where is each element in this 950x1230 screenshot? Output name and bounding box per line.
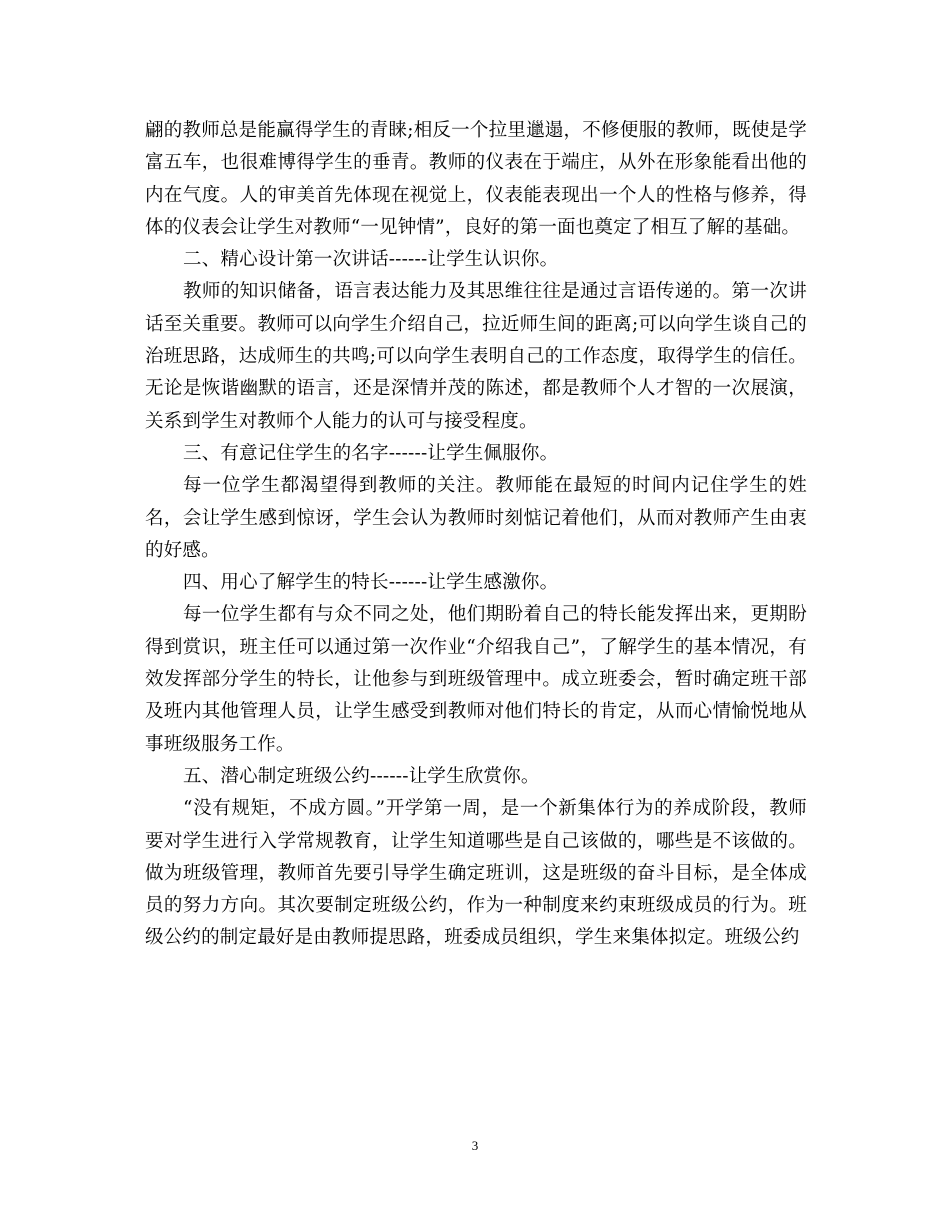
- section-heading-2: 二、精心设计第一次讲话------让学生认识你。: [183, 249, 559, 271]
- paragraph-continued: 翩的教师总是能赢得学生的青睐;相反一个拉里邋遢，不修便服的教师，既使是学富五车，也很难博得学生的垂青。教师的仪表在于端庄，从外在形象能看出他的内在气度。人的审美首先体现在视觉上，仪表能表现出一个人的性格与修养，得体的仪表会让学生对教师“一见钟情”，良好的第一面也奠定了相互了解的基础。: [145, 120, 807, 238]
- page-body: [145, 115, 807, 955]
- paragraph: “没有规矩，不成方圆。”开学第一周，是一个新集体行为的养成阶段，教师要对学生进行入学常规教育，让学生知道哪些是自己该做的，哪些是不该做的。做为班级管理，教师首先要引导学生确定班训，这是班级的奋斗目标，是全体成员的努力方向。其次要制定班级公约，作为一种制度来约束班级成员的行为。班级公约的制定最好是由教师提思路，班委成员组织，学生来集体拟定。班级公约: [145, 798, 807, 949]
- paragraph: 教师的知识储备，语言表达能力及其思维往往是通过言语传递的。第一次讲话至关重要。教师可以向学生介绍自己，拉近师生间的距离;可以向学生谈自己的治班思路，达成师生的共鸣;可以向学生表明自己的工作态度，取得学生的信任。无论是恢谐幽默的语言，还是深情并茂的陈述，都是教师个人才智的一次展演，关系到学生对教师个人能力的认可与接受程度。: [145, 281, 807, 432]
- section-heading-4: 四、用心了解学生的特长------让学生感激你。: [183, 572, 559, 594]
- paragraph: 每一位学生都渴望得到教师的关注。教师能在最短的时间内记住学生的姓名，会让学生感到惊讶，学生会认为教师时刻惦记着他们，从而对教师产生由衷的好感。: [145, 475, 807, 561]
- section-heading-5: 五、潜心制定班级公约------让学生欣赏你。: [183, 765, 540, 787]
- paragraph: 每一位学生都有与众不同之处，他们期盼着自己的特长能发挥出来，更期盼得到赏识，班主任可以通过第一次作业“介绍我自己”，了解学生的基本情况，有效发挥部分学生的特长，让他参与到班级管理中。成立班委会，暂时确定班干部及班内其他管理人员，让学生感受到教师对他们特长的肯定，从而心情愉悦地从事班级服务工作。: [145, 604, 807, 755]
- page-number: 3: [471, 1138, 479, 1153]
- section-heading-3: 三、有意记住学生的名字------让学生佩服你。: [183, 442, 559, 464]
